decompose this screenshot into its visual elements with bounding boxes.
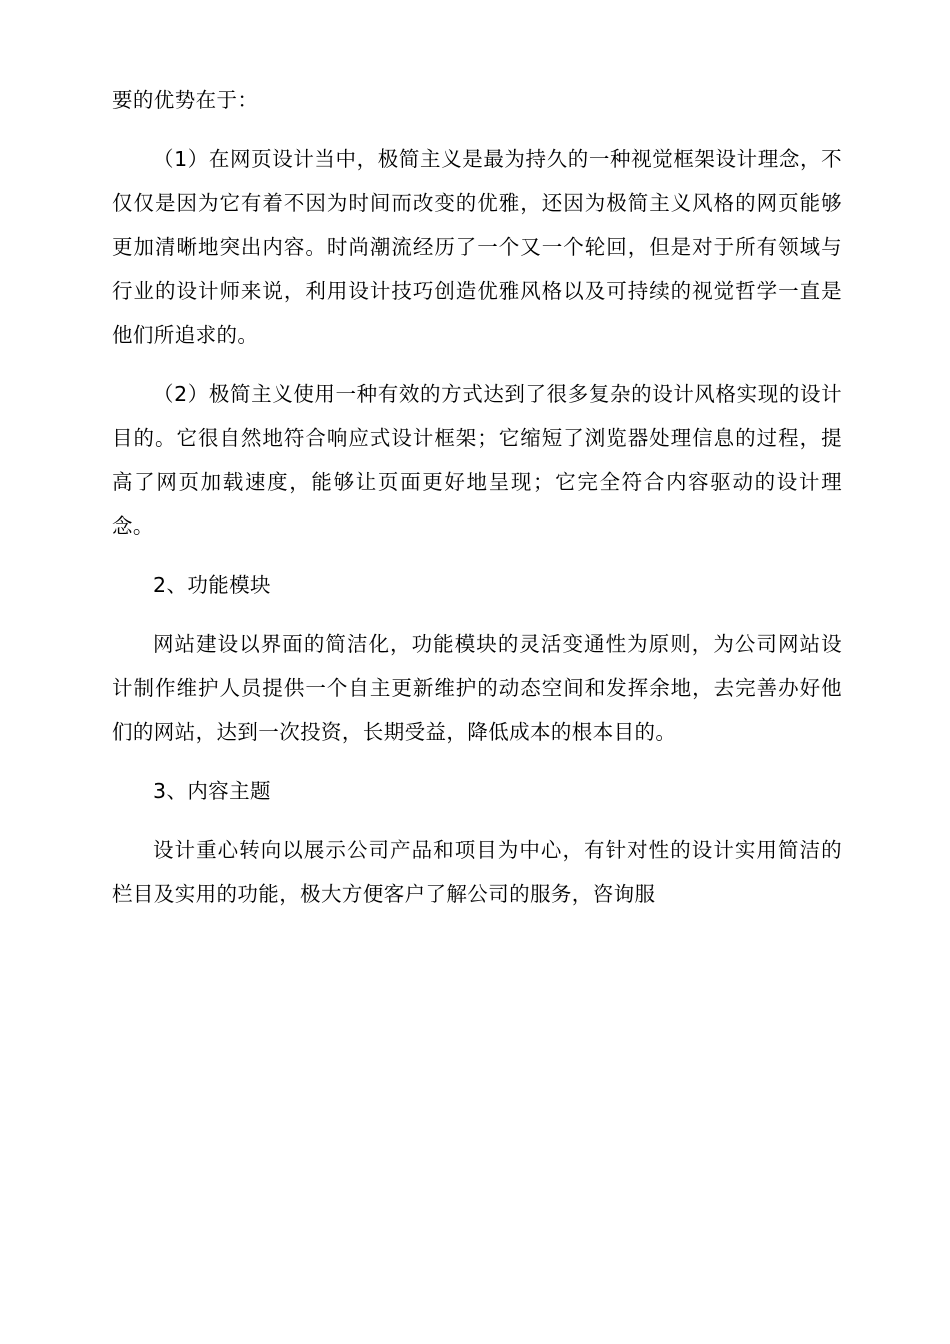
paragraph-continuation: 要的优势在于： [112,88,259,112]
paragraph-point-1: （1）在网页设计当中，极简主义是最为持久的一种视觉框架设计理念，不仅仅是因为它有着不因为时间而改变的优雅，还因为极简主义风格的网页能够更加清晰地突出内容。时尚潮流经历了一个又一个轮回，但是对于所有领域与行业的设计师来说，利用设计技巧创造优雅风格以及可持续的视觉哲学一直是他们所追求的。 [112,147,842,347]
section-heading-function-modules: 2、功能模块 [153,573,271,597]
paragraph-function-modules: 网站建设以界面的简洁化，功能模块的灵活变通性为原则，为公司网站设计制作维护人员提供一个自主更新维护的动态空间和发挥余地，去完善办好他们的网站，达到一次投资，长期受益，降低成本的根本目的。 [112,632,842,744]
paragraph-content-theme: 设计重心转向以展示公司产品和项目为中心，有针对性的设计实用简洁的栏目及实用的功能，极大方便客户了解公司的服务，咨询服 [112,838,842,906]
document-body [112,78,842,931]
paragraph-point-2: （2）极简主义使用一种有效的方式达到了很多复杂的设计风格实现的设计目的。它很自然地符合响应式设计框架；它缩短了浏览器处理信息的过程，提高了网页加载速度，能够让页面更好地呈现；它完全符合内容驱动的设计理念。 [112,382,842,538]
section-heading-content-theme: 3、内容主题 [153,779,271,803]
